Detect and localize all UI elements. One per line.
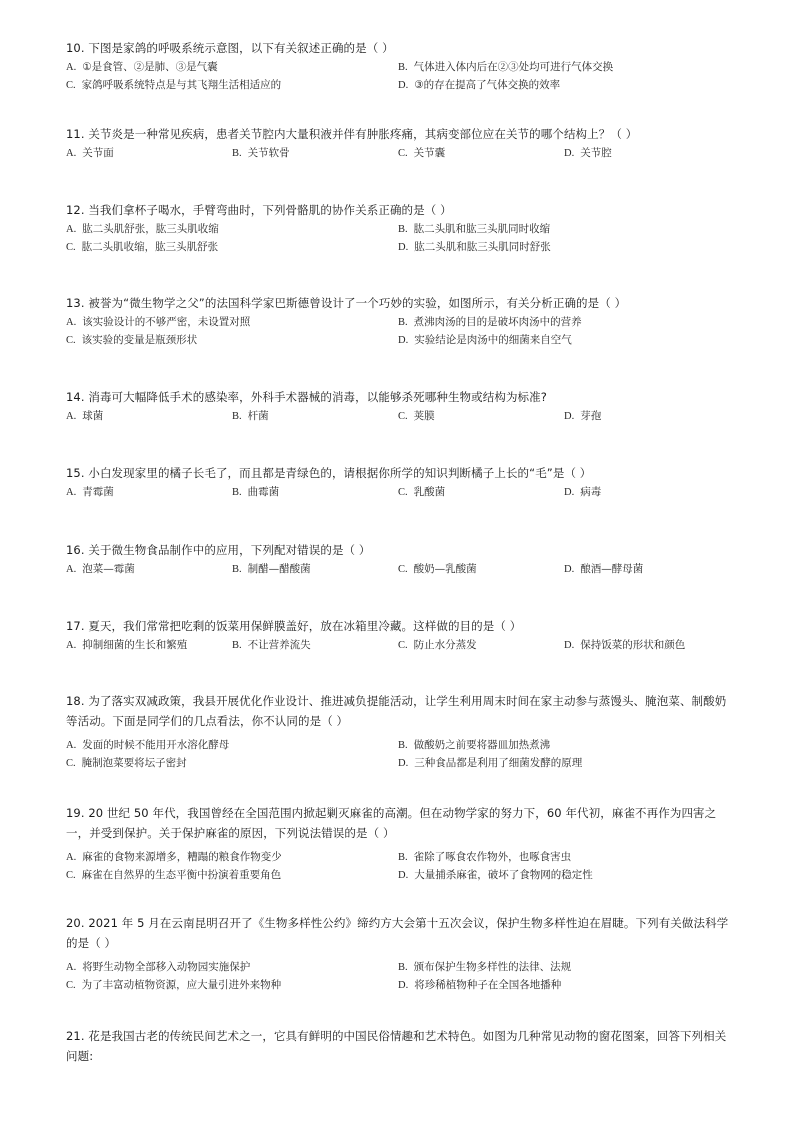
question-20 bbox=[66, 913, 731, 994]
question-stem: 11. 关节炎是一种常见疾病，患者关节腔内大量积液并伴有肿胀疼痛，其病变部位应在关节的哪个结构上？（ ） bbox=[66, 127, 638, 141]
option-b[interactable] bbox=[232, 561, 398, 578]
option-letter: C. bbox=[398, 640, 408, 651]
option-letter: D. bbox=[564, 148, 575, 159]
question-13 bbox=[66, 293, 731, 349]
option-text: 青霉菌 bbox=[82, 486, 114, 498]
question-10 bbox=[66, 38, 731, 94]
option-letter: D. bbox=[398, 335, 409, 346]
option-c[interactable] bbox=[66, 977, 398, 994]
option-text: 煮沸肉汤的目的是破坏肉汤中的营养 bbox=[413, 316, 582, 328]
option-a[interactable] bbox=[66, 561, 232, 578]
option-text: 芽孢 bbox=[580, 410, 602, 422]
options-group bbox=[66, 314, 731, 349]
question-19 bbox=[66, 803, 731, 884]
option-letter: B. bbox=[232, 564, 242, 575]
options-group bbox=[66, 561, 731, 578]
option-a[interactable] bbox=[66, 737, 398, 754]
option-letter: A. bbox=[66, 411, 77, 422]
option-text: 制醋—醋酸菌 bbox=[247, 563, 311, 575]
option-letter: A. bbox=[66, 740, 77, 751]
option-text: 不让营养流失 bbox=[247, 639, 311, 651]
option-letter: C. bbox=[66, 980, 76, 991]
options-group bbox=[66, 484, 731, 501]
option-text: 酿酒—酵母菌 bbox=[580, 563, 644, 575]
option-text: 家鸽呼吸系统特点是与其飞翔生活相适应的 bbox=[81, 79, 282, 91]
question-16 bbox=[66, 540, 731, 578]
option-text: 关节腔 bbox=[580, 147, 612, 159]
option-letter: C. bbox=[66, 758, 76, 769]
option-letter: B. bbox=[398, 852, 408, 863]
option-b[interactable] bbox=[398, 737, 730, 754]
question-stem: 18. 为了落实双减政策，我县开展优化作业设计、推进减负提能活动，让学生利用周末时间在家主动参与蒸馒头、腌泡菜、制酸奶等活动。下面是同学们的几点看法，你不认同的是（ ） bbox=[66, 694, 727, 728]
option-d[interactable] bbox=[398, 755, 730, 772]
option-letter: B. bbox=[232, 487, 242, 498]
option-text: 雀除了啄食农作物外，也啄食害虫 bbox=[413, 851, 572, 863]
option-letter: C. bbox=[66, 870, 76, 881]
option-letter: D. bbox=[564, 487, 575, 498]
options-group bbox=[66, 737, 731, 772]
option-b[interactable] bbox=[232, 145, 398, 162]
option-a[interactable] bbox=[66, 221, 398, 238]
question-stem: 20. 2021 年 5 月在云南昆明召开了《生物多样性公约》缔约方大会第十五次会议，保护生物多样性迫在眉睫。下列有关做法科学的是（ ） bbox=[66, 916, 729, 950]
option-c[interactable] bbox=[66, 239, 398, 256]
question-stem: 21. 花是我国古老的传统民间艺术之一，它具有鲜明的中国民俗情趣和艺术特色。如图为几种常见动物的窗花图案，回答下列相关问题: bbox=[66, 1029, 727, 1063]
option-letter: A. bbox=[66, 852, 77, 863]
option-b[interactable] bbox=[232, 408, 398, 425]
option-text: 关节囊 bbox=[413, 147, 446, 159]
option-letter: C. bbox=[398, 487, 408, 498]
option-letter: B. bbox=[232, 640, 242, 651]
option-d[interactable] bbox=[398, 977, 730, 994]
option-c[interactable] bbox=[398, 145, 564, 162]
option-text: 保持饭菜的形状和颜色 bbox=[580, 639, 686, 651]
option-text: 实验结论是肉汤中的细菌来自空气 bbox=[414, 334, 572, 346]
option-letter: C. bbox=[66, 80, 76, 91]
option-text: 大量捕杀麻雀，破坏了食物网的稳定性 bbox=[414, 869, 593, 881]
option-text: 酸奶—乳酸菌 bbox=[413, 563, 477, 575]
question-stem: 13. 被誉为“微生物学之父”的法国科学家巴斯德曾设计了一个巧妙的实验，如图所示，有关分析正确的是（ ） bbox=[66, 296, 627, 310]
option-letter: D. bbox=[564, 411, 575, 422]
question-stem: 10. 下图是家鸽的呼吸系统示意图，以下有关叙述正确的是（ ） bbox=[66, 41, 394, 55]
option-c[interactable] bbox=[398, 637, 564, 654]
options-group bbox=[66, 145, 731, 162]
question-12 bbox=[66, 200, 731, 256]
option-text: 杆菌 bbox=[247, 410, 269, 422]
option-text: 发面的时候不能用开水溶化酵母 bbox=[82, 739, 230, 751]
option-letter: B. bbox=[398, 224, 408, 235]
option-d[interactable] bbox=[398, 77, 730, 94]
option-c[interactable] bbox=[398, 561, 564, 578]
option-text: 关节软骨 bbox=[247, 147, 290, 159]
option-text: 麻雀的食物来源增多，糟蹋的粮食作物变少 bbox=[82, 851, 282, 863]
option-text: 气体进入体内后在②③处均可进行气体交换 bbox=[413, 61, 614, 73]
option-d[interactable] bbox=[564, 408, 730, 425]
question-stem: 17. 夏天，我们常常把吃剩的饭菜用保鲜膜盖好，放在冰箱里冷藏。这样做的目的是（ ） bbox=[66, 619, 522, 633]
options-group bbox=[66, 959, 731, 994]
option-c[interactable] bbox=[66, 77, 398, 94]
option-letter: B. bbox=[398, 740, 408, 751]
option-b[interactable] bbox=[398, 221, 730, 238]
option-letter: C. bbox=[66, 242, 76, 253]
option-c[interactable] bbox=[66, 755, 398, 772]
option-c[interactable] bbox=[398, 408, 564, 425]
option-d[interactable] bbox=[398, 867, 730, 884]
option-letter: C. bbox=[66, 335, 76, 346]
option-a[interactable] bbox=[66, 959, 398, 976]
option-letter: A. bbox=[66, 962, 77, 973]
option-text: 关节面 bbox=[82, 147, 114, 159]
option-text: 泡菜—霉菌 bbox=[82, 563, 135, 575]
option-letter: C. bbox=[398, 148, 408, 159]
option-letter: A. bbox=[66, 62, 77, 73]
option-text: 该实验的变量是瓶颈形状 bbox=[81, 334, 198, 346]
options-group bbox=[66, 221, 731, 256]
option-a[interactable] bbox=[66, 637, 232, 654]
option-text: ③的存在提高了气体交换的效率 bbox=[414, 79, 561, 91]
option-d[interactable] bbox=[564, 561, 730, 578]
option-text: 颁布保护生物多样性的法律、法规 bbox=[413, 961, 572, 973]
option-letter: C. bbox=[398, 411, 408, 422]
option-a[interactable] bbox=[66, 314, 398, 331]
option-a[interactable] bbox=[66, 145, 232, 162]
option-a[interactable] bbox=[66, 59, 398, 76]
option-text: 抑制细菌的生长和繁殖 bbox=[82, 639, 188, 651]
option-letter: B. bbox=[232, 411, 242, 422]
question-stem: 16. 关于微生物食品制作中的应用，下列配对错误的是（ ） bbox=[66, 543, 371, 557]
option-text: ①是食管、②是肺、③是气囊 bbox=[82, 61, 218, 73]
options-group bbox=[66, 408, 731, 425]
option-a[interactable] bbox=[66, 484, 232, 501]
question-stem: 19. 20 世纪 50 年代，我国曾经在全国范围内掀起剿灭麻雀的高潮。但在动物学家的努力下，60 年代初，麻雀不再作为四害之一，并受到保护。关于保护麻雀的原因，下列说法错误的是（ ） bbox=[66, 806, 717, 840]
option-text: 球菌 bbox=[82, 410, 104, 422]
option-letter: D. bbox=[398, 980, 409, 991]
option-text: 肱二头肌和肱三头肌同时舒张 bbox=[414, 241, 551, 253]
option-text: 肱二头肌舒张，肱三头肌收缩 bbox=[82, 223, 219, 235]
option-d[interactable] bbox=[398, 332, 730, 349]
option-c[interactable] bbox=[66, 867, 398, 884]
option-letter: A. bbox=[66, 487, 77, 498]
options-group bbox=[66, 59, 731, 94]
option-letter: D. bbox=[398, 242, 409, 253]
question-stem: 12. 当我们拿杯子喝水，手臂弯曲时，下列骨骼肌的协作关系正确的是（ ） bbox=[66, 203, 452, 217]
option-letter: B. bbox=[398, 62, 408, 73]
option-letter: A. bbox=[66, 564, 77, 575]
option-text: 将野生动物全部移入动物园实施保护 bbox=[82, 961, 251, 973]
option-text: 肱二头肌收缩，肱三头肌舒张 bbox=[81, 241, 219, 253]
option-letter: D. bbox=[564, 564, 575, 575]
option-letter: B. bbox=[398, 317, 408, 328]
option-d[interactable] bbox=[564, 145, 730, 162]
option-letter: A. bbox=[66, 148, 77, 159]
option-b[interactable] bbox=[398, 59, 730, 76]
question-21 bbox=[66, 1026, 731, 1066]
option-letter: D. bbox=[398, 758, 409, 769]
option-b[interactable] bbox=[398, 849, 730, 866]
options-group bbox=[66, 637, 731, 654]
option-b[interactable] bbox=[398, 959, 730, 976]
option-c[interactable] bbox=[398, 484, 564, 501]
option-text: 腌制泡菜要将坛子密封 bbox=[81, 757, 187, 769]
option-letter: D. bbox=[398, 870, 409, 881]
option-text: 曲霉菌 bbox=[247, 486, 280, 498]
option-text: 该实验设计的不够严密，未设置对照 bbox=[82, 316, 251, 328]
question-15 bbox=[66, 463, 731, 501]
option-text: 将珍稀植物种子在全国各地播种 bbox=[414, 979, 562, 991]
question-11 bbox=[66, 124, 731, 162]
option-text: 做酸奶之前要将器皿加热煮沸 bbox=[413, 739, 551, 751]
option-letter: D. bbox=[398, 80, 409, 91]
option-letter: C. bbox=[398, 564, 408, 575]
option-letter: B. bbox=[232, 148, 242, 159]
option-letter: B. bbox=[398, 962, 408, 973]
option-a[interactable] bbox=[66, 408, 232, 425]
option-b[interactable] bbox=[232, 484, 398, 501]
option-text: 荚膜 bbox=[413, 410, 435, 422]
option-text: 麻雀在自然界的生态平衡中扮演着重要角色 bbox=[81, 869, 282, 881]
question-stem: 15. 小白发现家里的橘子长毛了，而且都是青绿色的，请根据你所学的知识判断橘子上长的“毛”是（ ） bbox=[66, 466, 592, 480]
option-d[interactable] bbox=[564, 637, 730, 654]
option-letter: A. bbox=[66, 317, 77, 328]
question-stem: 14. 消毒可大幅降低手术的感染率，外科手术器械的消毒，以能够杀死哪种生物或结构为标准? bbox=[66, 390, 547, 404]
option-letter: A. bbox=[66, 640, 77, 651]
option-b[interactable] bbox=[398, 314, 730, 331]
option-b[interactable] bbox=[232, 637, 398, 654]
question-18 bbox=[66, 691, 731, 772]
options-group bbox=[66, 849, 731, 884]
option-d[interactable] bbox=[564, 484, 730, 501]
option-d[interactable] bbox=[398, 239, 730, 256]
option-text: 病毒 bbox=[580, 486, 602, 498]
option-text: 三种食品都是利用了细菌发酵的原理 bbox=[414, 757, 583, 769]
option-text: 防止水分蒸发 bbox=[413, 639, 477, 651]
question-17 bbox=[66, 616, 731, 654]
option-letter: D. bbox=[564, 640, 575, 651]
option-text: 乳酸菌 bbox=[413, 486, 446, 498]
option-letter: A. bbox=[66, 224, 77, 235]
option-c[interactable] bbox=[66, 332, 398, 349]
option-text: 肱二头肌和肱三头肌同时收缩 bbox=[413, 223, 551, 235]
option-a[interactable] bbox=[66, 849, 398, 866]
option-text: 为了丰富动植物资源，应大量引进外来物种 bbox=[81, 979, 282, 991]
question-14 bbox=[66, 387, 731, 425]
